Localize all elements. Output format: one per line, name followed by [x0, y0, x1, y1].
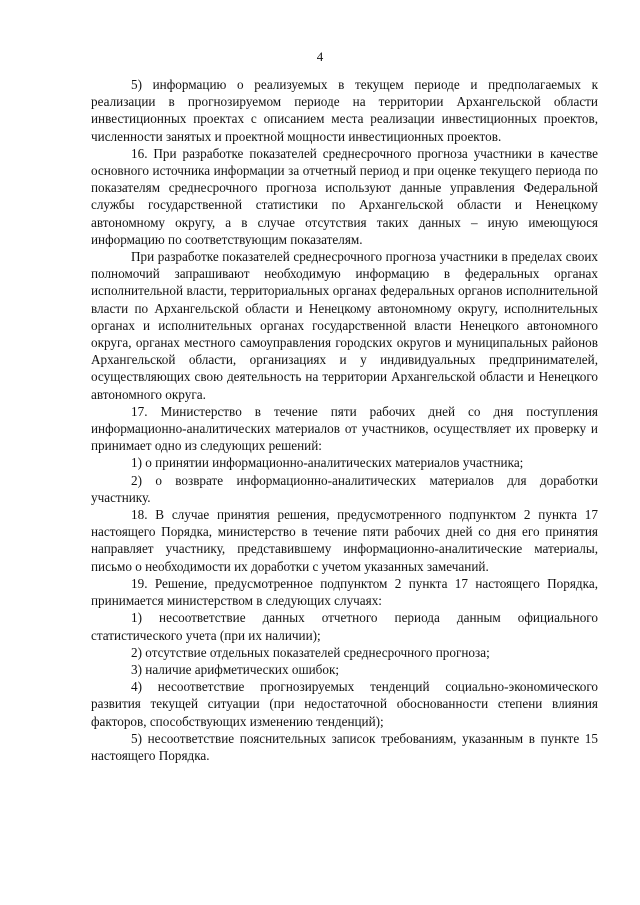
paragraph-18: 18. В случае принятия решения, предусмотренного подпунктом 2 пункта 17 настоящего Порядка, министерство в течение пяти рабочих дней со дня его принятия направляет участнику, представившему информационно-аналитические материалы, письмо о необходимости их доработки с учетом указанных замечаний. [91, 507, 598, 574]
paragraph-17-item-1: 1) о принятии информационно-аналитических материалов участника; [131, 455, 524, 471]
paragraph-5-investment-projects: 5) информацию о реализуемых в текущем периоде и предполагаемых к реализации в прогнозируемом периоде на территории Архангельской области инвестиционных проектах с описанием места реализации инвестиционных проектов, численности занятых и проектной мощности инвестиционных проектов. [91, 77, 598, 144]
paragraph-17-check: 17. Министерство в течение пяти рабочих дней со дня поступления информационно-аналитических материалов от участников, осуществляет их проверку и принимает одно из следующих решений: [91, 403, 598, 454]
paragraph-19: 19. Решение, предусмотренное подпунктом 2 пункта 17 настоящего Порядка, принимается министерством в следующих случаях: [91, 575, 598, 609]
paragraph-19-item-1: 1) несоответствие данных отчетного периода данным официального статистического учета (при их наличии); [91, 610, 598, 643]
paragraph-16-sources: 16. При разработке показателей среднесрочного прогноза участники в качестве основного источника информации за отчетный период и при оценке текущего периода по показателям среднесрочного прогноза используют данные управления Федеральной службы государственной статистики по Архангельской области и Ненецкому автономному округу, а в случае отсутствия таких данных – иную имеющуюся информацию по соответствующим показателям. [91, 145, 598, 247]
paragraph-16-requests: При разработке показателей среднесрочного прогноза участники в пределах своих полномочий запрашивают необходимую информацию в федеральных органах исполнительной власти, территориальных органах федеральных органов исполнительной власти по Архангельской области и Ненецкому автономному округу, исполнительных органах и исполнительных органах государственной власти Ненецкого автономного округа, органах местного самоуправления городских округов и муниципальных районов Архангельской области, организациях и у индивидуальных предпринимателей, осуществляющих свою деятельность на территории Архангельской области и Ненецкого автономного округа. [91, 249, 598, 402]
paragraph-19-item-5: 5) несоответствие пояснительных записок требованиям, указанным в пункте 15 настоящего Порядка. [91, 730, 598, 763]
document-body [91, 76, 598, 764]
paragraph-19-item-2: 2) отсутствие отдельных показателей среднесрочного прогноза; [131, 644, 490, 660]
paragraph-19-item-4: 4) несоответствие прогнозируемых тенденций социально-экономического развития текущей ситуации (при недостаточной обоснованности степени влияния факторов, способствующих изменению тенденций); [91, 679, 598, 729]
paragraph-17-item-2: 2) о возврате информационно-аналитических материалов для доработки участнику. [91, 472, 598, 505]
page-number: 4 [316, 49, 324, 64]
paragraph-19-item-3: 3) наличие арифметических ошибок; [131, 661, 340, 677]
